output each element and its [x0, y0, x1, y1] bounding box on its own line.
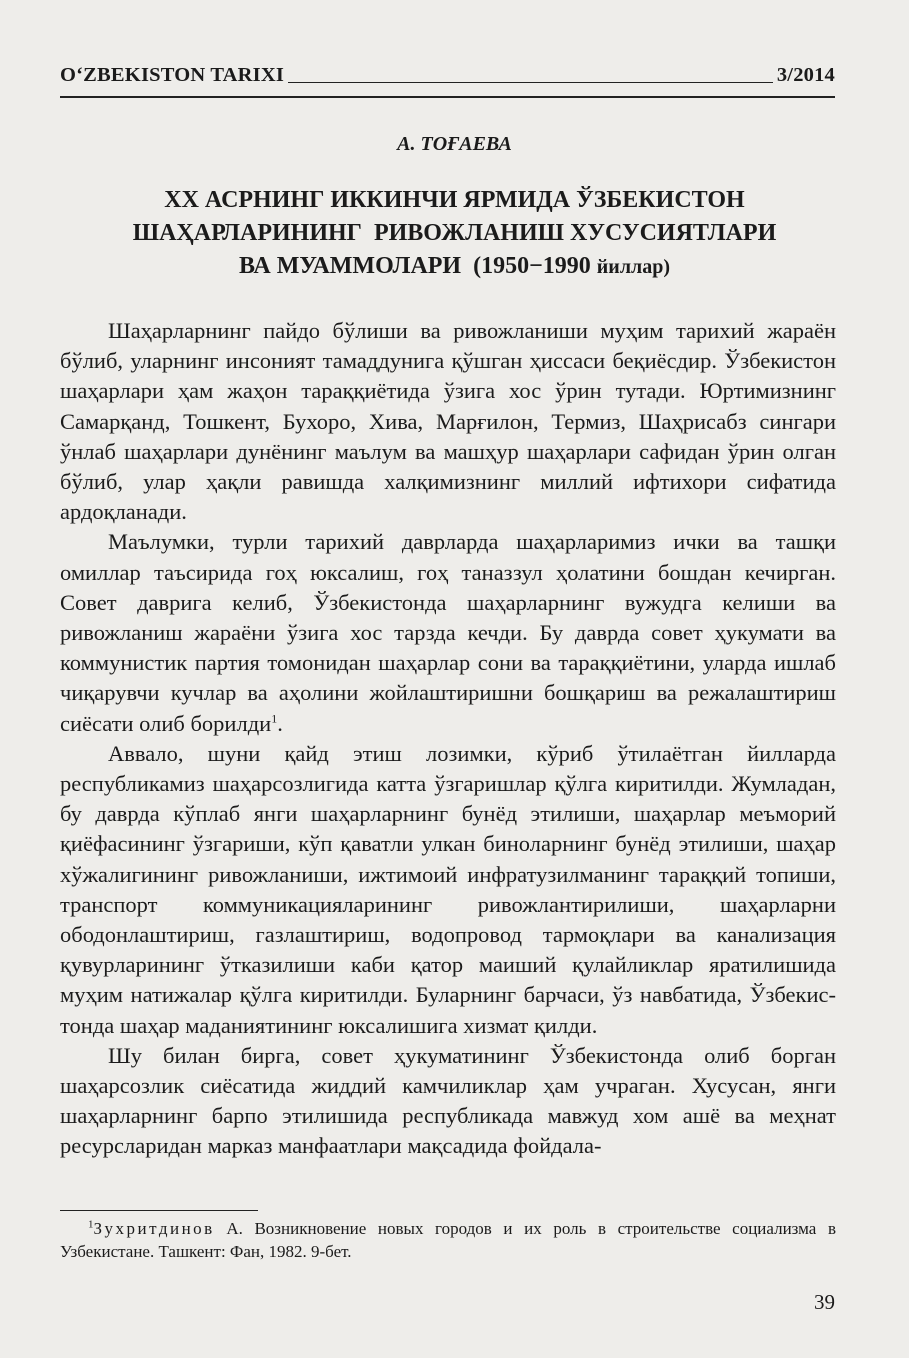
paragraph-1: Шаҳарларнинг пайдо бўлиши ва ривожланиши муҳим тарихий жараён бўлиб, уларнинг инсоният тамаддунига қўшган ҳиссаси беқиёсдир. Ўзбекистон шаҳарлари ҳам жаҳон тараққиётида ўзига хос ўрин тутади. Юртимизнинг Самарқанд, Тошкент, Бухоро, Хива, Марғилон, Термиз, Шаҳрисабз сингари ўнлаб шаҳарлари дунёнинг маълум ва машҳур шаҳарлари сафидан ўрин олган бўлиб, улар ҳақли равишда халқимизнинг миллий ифтихори сифатида ардоқланади.	[60, 318, 836, 525]
title-line-1: XX АСРНИНГ ИККИНЧИ ЯРМИДА ЎЗБЕКИСТОН	[164, 187, 745, 213]
title-line-3-years: йиллар)	[596, 256, 671, 278]
journal-name: O‘ZBEKISTON TARIXI	[60, 64, 285, 86]
footnote-rule	[60, 1210, 258, 1211]
article-title	[70, 184, 839, 284]
paragraph-3: Аввало, шуни қайд этиш лозимки, кўриб ўтилаётган йилларда республикамиз шаҳарсозлигида катта ўзгаришлар қўлга киритилди. Жумладан, бу даврда кўплаб янги шаҳарларнинг бунёд этилиши, шаҳарлар меъморий қиёфасининг ўзгариши, кўп қаватли улкан биноларнинг бунёд этилиши, шаҳар хўжалигининг ривожланиши, ижтимоий инфратузилманинг тараққий топиши, транспорт коммуникацияларининг ривожлантирилиши, шаҳарларни ободонлаштириш, газлаштириш, водопровод тармоқлари ва канализация қувурларининг ўтказилиши каби қатор маиший қулайликлар яратилишида муҳим натижалар қўлга киритилди. Буларнинг барчаси, ўз навбатида, Ўзбекистонда шаҳар маданиятининг юксалишига хизмат қилди.	[60, 740, 836, 1038]
paragraph-2	[60, 527, 836, 738]
footnote-author: Зухритдинов	[93, 1219, 215, 1238]
article-body	[60, 316, 836, 1162]
page-number: 39	[814, 1290, 835, 1314]
footnote-reference[interactable]: 1	[271, 711, 278, 726]
running-header	[60, 64, 835, 87]
paragraph-4: Шу билан бирга, совет ҳукуматининг Ўзбекистонда олиб борган шаҳарсозлик сиёсатида жиддий камчиликлар ҳам учраган. Хусусан, янги шаҳарларнинг барпо этилишида республикада мавжуд хом ашё ва меҳнат ресурсларидан марказ манфаатлари мақсадида фойдала-	[60, 1042, 836, 1159]
article-author: А. ТОҒАЕВА	[397, 133, 512, 155]
footnote	[60, 1217, 836, 1263]
paragraph-2-end: .	[277, 710, 283, 736]
title-line-3	[70, 250, 839, 284]
header-rule	[288, 82, 773, 83]
header-underline	[60, 96, 835, 98]
title-line-2: ШАҲАРЛАРИНИНГ РИВОЖЛАНИШ ХУСУСИЯТЛАРИ	[132, 220, 777, 246]
paragraph-2-text: Маълумки, турли тарихий даврларда шаҳарларимиз ички ва ташқи омиллар таъсирида гоҳ юксалиш, гоҳ таназзул ҳолатини бошдан кечирган. Совет даврига келиб, Ўзбекистонда шаҳарларнинг вужудга келиши ва ривожланиш жараёни ўзига хос тарзда кечди. Бу даврда совет ҳукумати ва коммунистик партия томонидан шаҳарлар сони ва тараққиётини, уларда ишлаб чиқарувчи кучлар ва аҳолини жойлаштиришни бошқариш ва режалаштириш сиёсати олиб борилди	[60, 529, 836, 736]
issue-number: 3/2014	[776, 64, 835, 86]
footnote-mark: 1	[88, 1218, 94, 1231]
footnote-text: А. Возникновение новых городов и их роль в строительстве социализма в Узбекистане. Ташкент: Фан, 1982. 9-бет.	[60, 1219, 836, 1261]
title-line-3-main: ВА МУАММОЛАРИ (1950−1990	[238, 253, 591, 279]
